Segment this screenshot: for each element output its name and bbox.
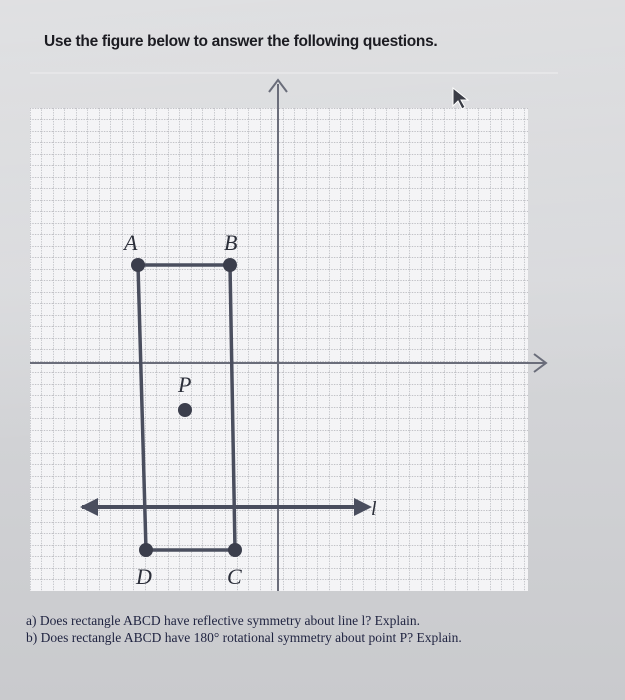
point-c [228,543,242,557]
point-d [139,543,153,557]
label-line-l: l [371,498,377,520]
cursor-arrow-icon [451,86,473,112]
question-a: a) Does rectangle ABCD have reflective symmetry about line l? Explain. [26,613,420,628]
label-c: C [227,564,242,589]
label-b: B [224,230,238,255]
point-p [178,403,192,417]
label-a: A [124,230,138,255]
label-d: D [136,564,152,589]
label-p: P [178,372,192,397]
point-a [131,258,145,272]
coordinate-grid-svg [28,78,558,598]
instruction-text: Use the figure below to answer the following questions. [44,33,438,50]
question-b: b) Does rectangle ABCD have 180° rotational symmetry about point P? Explain. [26,630,462,645]
coordinate-figure [28,78,558,598]
point-b [223,258,237,272]
divider [30,72,558,74]
